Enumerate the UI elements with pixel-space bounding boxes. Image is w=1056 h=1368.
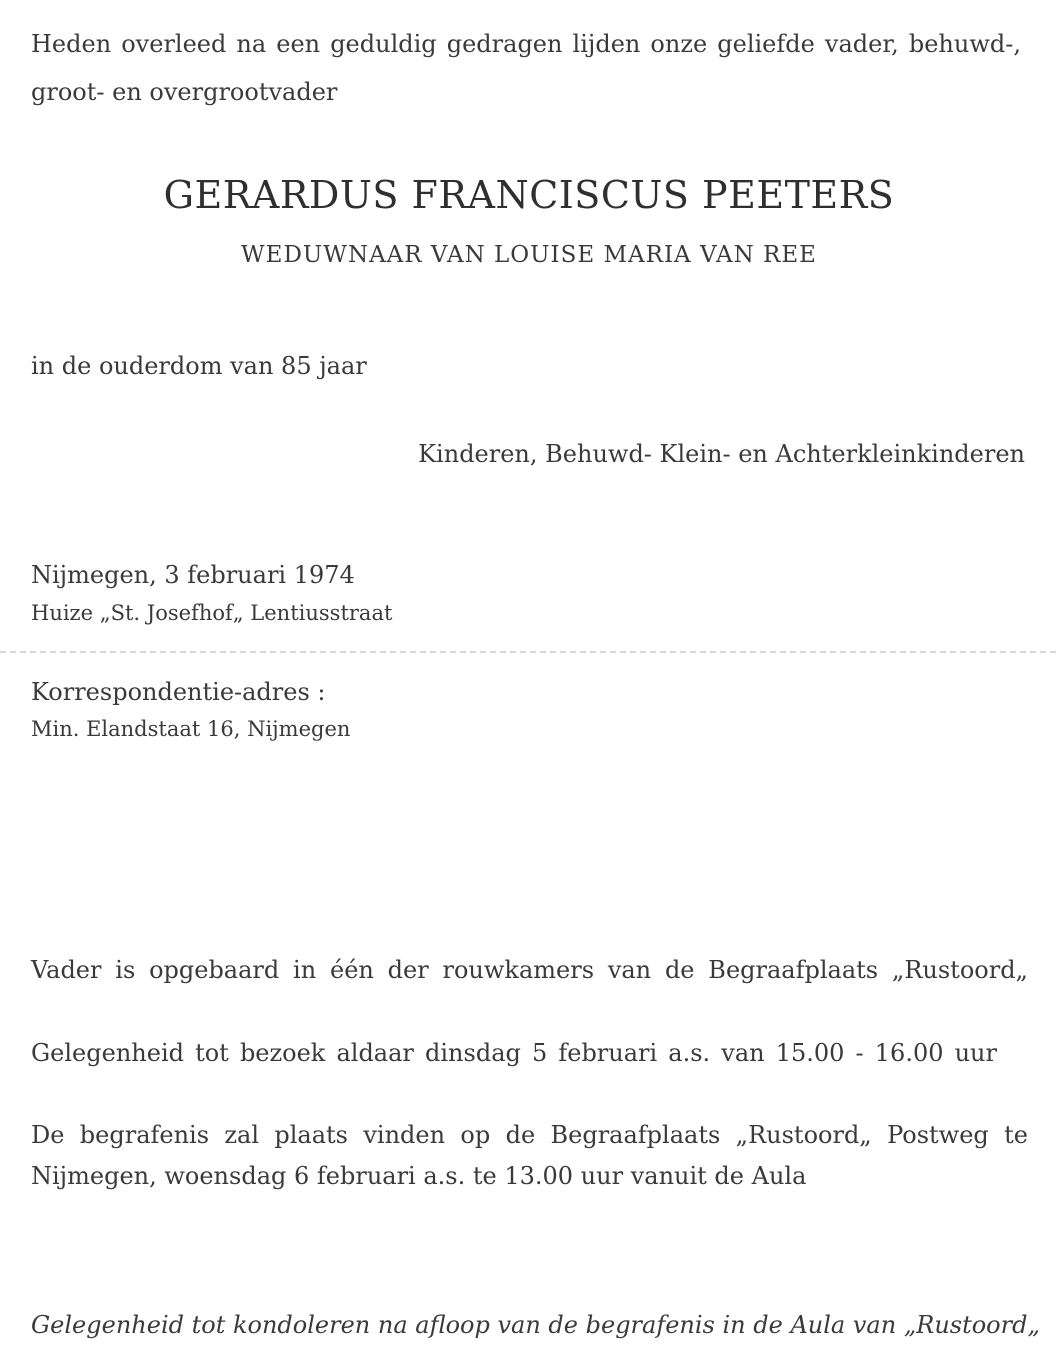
fold-line xyxy=(0,651,1056,653)
correspondence-address: Min. Elandstaat 16, Nijmegen xyxy=(31,717,351,741)
age-line: in de ouderdom van 85 jaar xyxy=(31,352,367,380)
house-line: Huize „St. Josefhof„ Lentiusstraat xyxy=(31,601,393,625)
place-date-line: Nijmegen, 3 februari 1974 xyxy=(31,561,355,589)
deceased-subtitle: WEDUWNAAR VAN LOUISE MARIA VAN REE xyxy=(241,242,817,268)
funeral-line-2: Nijmegen, woensdag 6 februari a.s. te 13.00 uur vanuit de Aula xyxy=(31,1162,807,1190)
laid-out-line: Vader is opgebaard in één der rouwkamers van de Begraafplaats „Rustoord„ xyxy=(31,956,1028,984)
correspondence-label: Korrespondentie-adres : xyxy=(31,678,326,706)
intro-line-2: groot- en overgrootvader xyxy=(31,78,338,106)
condolence-line: Gelegenheid tot kondoleren na afloop van de begrafenis in de Aula van „Rustoord„ xyxy=(31,1311,1040,1339)
deceased-name: GERARDUS FRANCISCUS PEETERS xyxy=(163,173,895,217)
intro-line-1: Heden overleed na een geduldig gedragen lijden onze geliefde vader, behuwd-, xyxy=(31,30,1021,58)
visit-line: Gelegenheid tot bezoek aldaar dinsdag 5 februari a.s. van 15.00 - 16.00 uur xyxy=(31,1039,997,1067)
funeral-line-1: De begrafenis zal plaats vinden op de Begraafplaats „Rustoord„ Postweg te xyxy=(31,1121,1028,1149)
signed-by: Kinderen, Behuwd- Klein- en Achterkleinkinderen xyxy=(418,440,1025,468)
